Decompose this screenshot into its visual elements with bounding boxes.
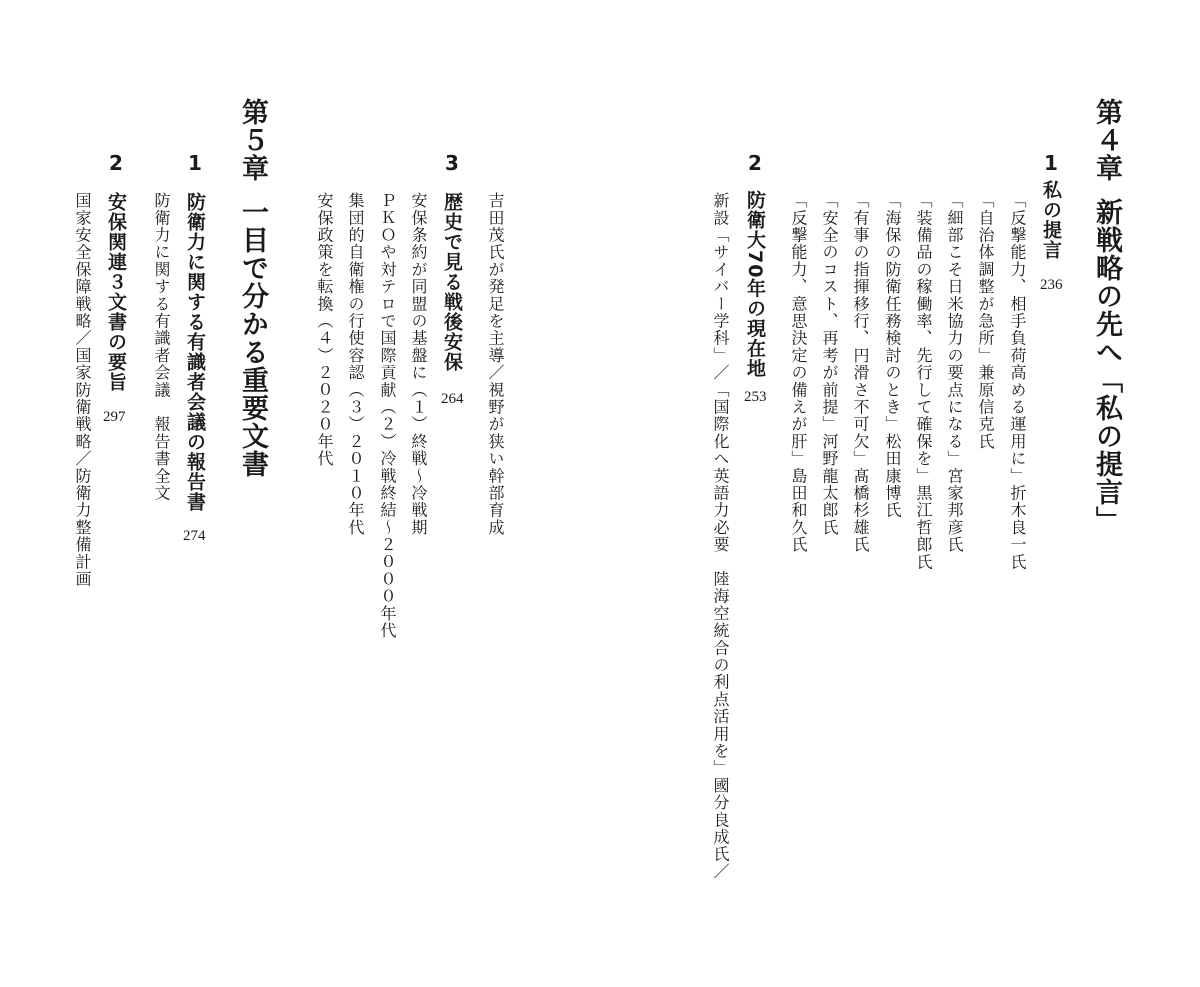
entry-5-2-1: 国家安全保障戦略／国家防衛戦略／防衛力整備計画 [73, 192, 92, 588]
chapter-5-label: 第５章 [237, 98, 268, 182]
entry-4-1-4: 「装備品の稼働率、先行して確保を」黒江哲郎氏 [914, 192, 933, 571]
section-4-1-title: 私の提言 [1040, 180, 1062, 260]
entry-4-3-2: ＰＫＯや対テロで国際貢献（２）冷戦終結〜２０００年代 [378, 192, 397, 640]
section-4-1-page: 236 [1040, 277, 1063, 293]
section-5-1-title: 防衛力に関する有識者会議の報告書 [184, 192, 206, 512]
entry-4-1-2: 「自治体調整が急所」兼原信克氏 [976, 192, 995, 450]
chapter-4-heading [1093, 98, 1120, 534]
section-5-1-number: 1 [188, 151, 202, 175]
section-4-2-number: 2 [748, 151, 762, 175]
section-5-2-page: 297 [103, 409, 126, 425]
entry-4-1-3: 「細部こそ日米協力の要点になる」宮家邦彦氏 [945, 192, 964, 554]
entry-4-2-1: 新設「サイバー学科」／「国際化へ英語力必要 陸海空統合の利点活用を」國分良成氏／ [711, 192, 730, 880]
chapter-5-title: 一目で分かる重要文書 [237, 198, 268, 478]
entry-4-1-1: 「反撃能力、相手負荷高める運用に」折木良一氏 [1008, 192, 1027, 571]
section-4-3-title: 歴史で見る戦後安保 [441, 192, 463, 372]
entry-4-1-8: 「反撃能力、意思決定の備えが肝」島田和久氏 [789, 192, 808, 554]
chapter-4-title: 新戦略の先へ「私の提言」 [1091, 198, 1122, 534]
section-5-2-title: 安保関連３文書の要旨 [105, 192, 127, 392]
section-4-3-page: 264 [441, 391, 464, 407]
entry-5-1-1: 防衛力に関する有識者会議 報告書全文 [152, 192, 171, 502]
section-4-1-number: 1 [1044, 151, 1058, 175]
entry-4-2-2: 吉田茂氏が発足を主導／視野が狭い幹部育成 [486, 192, 505, 536]
section-4-3-number: 3 [445, 151, 459, 175]
section-4-2-title: 防衛大70年の現在地 [744, 190, 766, 379]
chapter-5-heading [239, 98, 266, 478]
entry-4-1-5: 「海保の防衛任務検討のとき」松田康博氏 [883, 192, 902, 519]
chapter-4-label: 第４章 [1091, 98, 1122, 182]
section-4-2-page: 253 [744, 389, 767, 405]
entry-4-1-6: 「有事の指揮移行、円滑さ不可欠」髙橋杉雄氏 [851, 192, 870, 554]
section-5-2-number: 2 [109, 151, 123, 175]
entry-4-1-7: 「安全のコスト、再考が前提」河野龍太郎氏 [820, 192, 839, 536]
entry-4-3-1: 安保条約が同盟の基盤に（１）終戦〜冷戦期 [409, 192, 428, 536]
entry-4-3-3: 集団的自衛権の行使容認（３）２０１０年代 [346, 192, 365, 536]
section-5-1-page: 274 [183, 528, 206, 544]
entry-4-3-4: 安保政策を転換（４）２０２０年代 [315, 192, 334, 468]
